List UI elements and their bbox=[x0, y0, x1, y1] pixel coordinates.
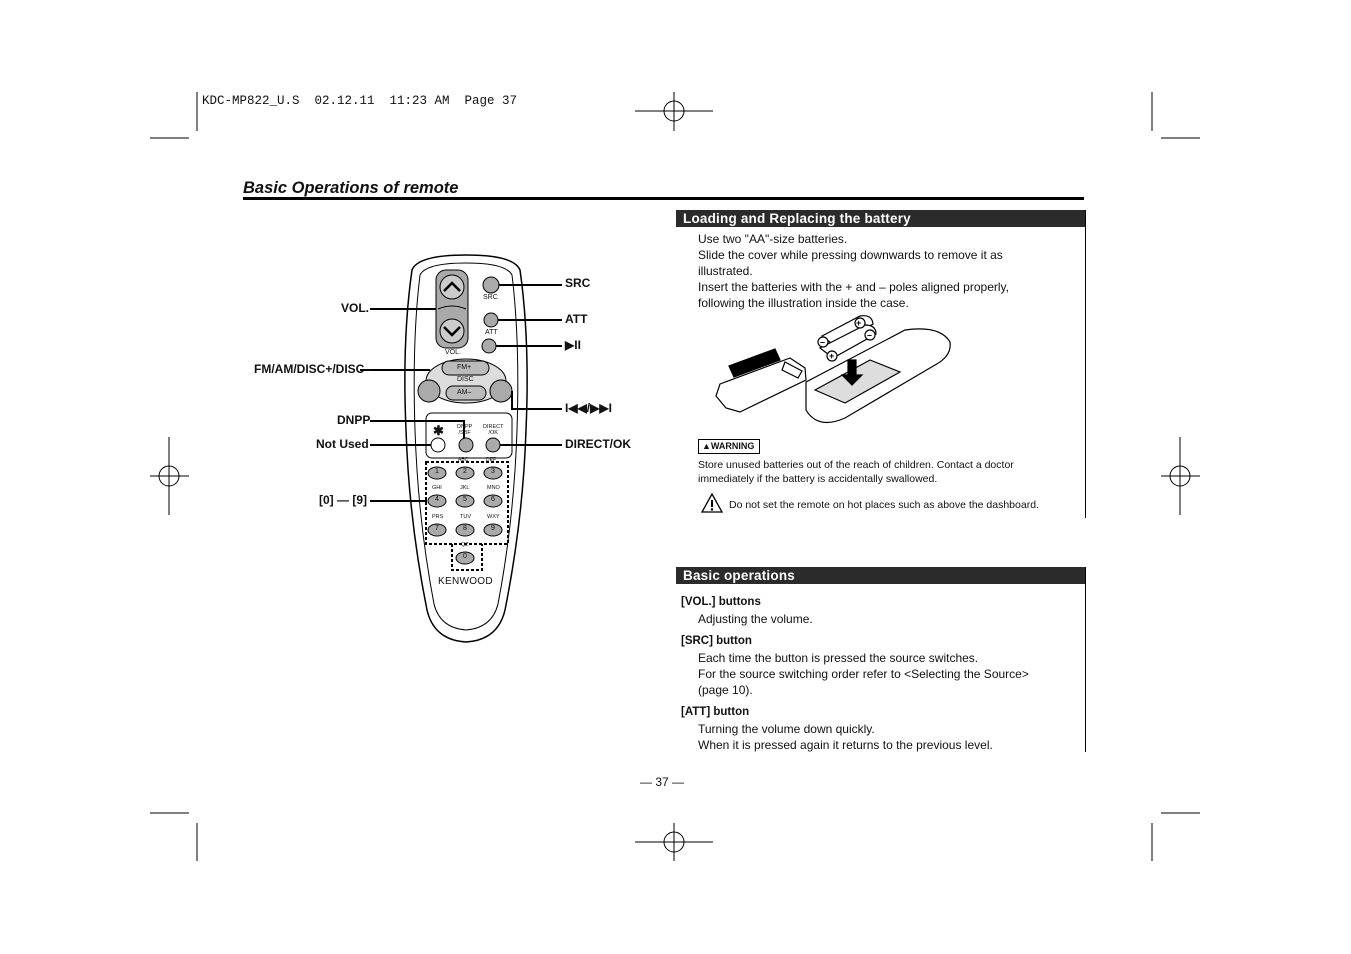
remote-dnpp-label: DNPP /SBF bbox=[457, 424, 473, 436]
remote-key-5: 5 bbox=[463, 496, 467, 503]
callout-direct-ok: DIRECT/OK bbox=[565, 437, 631, 451]
remote-brand-logo: KENWOOD bbox=[438, 576, 493, 587]
battery-line-1: Use two "AA"-size batteries. bbox=[698, 232, 848, 246]
remote-key-letters-prs: PRS bbox=[432, 514, 444, 520]
callout-att: ATT bbox=[565, 312, 588, 326]
callout-dnpp: DNPP bbox=[337, 413, 371, 427]
remote-key-letters-wxy: WXY bbox=[487, 514, 500, 520]
basic-section-rule bbox=[1085, 567, 1086, 752]
remote-key-letters-ghi: GHI bbox=[432, 485, 442, 491]
remote-key-letters-tuv: TUV bbox=[460, 514, 471, 520]
battery-line-4: Insert the batteries with the + and – poles aligned properly, bbox=[698, 280, 1009, 294]
remote-fm-label: FM+ bbox=[457, 364, 472, 371]
att-button-desc: Turning the volume down quickly. When it is pressed again it returns to the previous level. bbox=[698, 722, 993, 752]
remote-key-9: 9 bbox=[491, 525, 495, 532]
caution-text: Do not set the remote on hot places such as above the dashboard. bbox=[729, 499, 1039, 511]
callout-src: SRC bbox=[565, 276, 591, 290]
battery-section-rule bbox=[1085, 210, 1086, 518]
page-number: — 37 — bbox=[640, 775, 685, 789]
remote-key-2: 2 bbox=[463, 468, 467, 475]
battery-minus-sign-1: – bbox=[820, 337, 826, 347]
remote-vol-label: VOL. bbox=[445, 349, 461, 356]
print-slug: KDC-MP822_U.S 02.12.11 11:23 AM Page 37 bbox=[202, 94, 518, 108]
remote-key-letters-mno: MNO bbox=[487, 485, 500, 491]
att-button-heading: [ATT] button bbox=[681, 706, 750, 718]
remote-key-letters-def: DEF bbox=[486, 457, 496, 463]
remote-key-letters-abc: ABC bbox=[458, 457, 469, 463]
callout-play-pause: ▶II bbox=[565, 338, 581, 352]
basic-section-heading: Basic operations bbox=[676, 567, 1085, 584]
battery-plus-sign-2: + bbox=[829, 351, 835, 361]
page-title: Basic Operations of remote bbox=[243, 179, 459, 197]
warning-triangle-icon: ▲ bbox=[702, 441, 711, 451]
warning-badge: ▲WARNING bbox=[698, 439, 760, 454]
src-button-desc: Each time the button is pressed the source switches. For the source switching order refer to <Selecting the Source> (page 10). bbox=[698, 651, 1029, 697]
battery-illustration bbox=[710, 312, 960, 434]
vol-buttons-desc: Adjusting the volume. bbox=[698, 612, 813, 626]
battery-plus-sign-1: + bbox=[856, 318, 862, 328]
src-button-heading: [SRC] button bbox=[681, 635, 752, 647]
remote-key-letters-jkl: JKL bbox=[460, 485, 470, 491]
remote-key-8: 8 bbox=[463, 525, 467, 532]
remote-key-letters-qz: QZ bbox=[461, 542, 469, 548]
vol-buttons-heading: [VOL.] buttons bbox=[681, 596, 761, 608]
callout-vol: VOL. bbox=[341, 301, 370, 315]
remote-att-label: ATT bbox=[485, 329, 498, 336]
callout-number-keys: [0] — [9] bbox=[319, 493, 367, 507]
remote-key-0: 0 bbox=[463, 553, 467, 560]
battery-instructions bbox=[698, 231, 1009, 311]
remote-star-label: ✱ bbox=[433, 423, 444, 438]
callout-fm-am-disc: FM/AM/DISC+/DISC– bbox=[254, 362, 372, 376]
battery-line-5: following the illustration inside the case. bbox=[698, 296, 909, 310]
callout-track-skip: I◀◀/▶▶I bbox=[565, 401, 612, 415]
remote-key-4: 4 bbox=[435, 496, 439, 503]
remote-am-label: AM– bbox=[457, 389, 472, 396]
warning-text: Store unused batteries out of the reach of children. Contact a doctor immediately if the battery is accidentally swallowed. bbox=[698, 459, 1014, 485]
battery-section-heading: Loading and Replacing the battery bbox=[676, 210, 1085, 227]
battery-line-2: Slide the cover while pressing downwards to remove it as bbox=[698, 248, 1003, 262]
battery-minus-sign-2: – bbox=[867, 330, 873, 340]
remote-key-7: 7 bbox=[435, 525, 439, 532]
battery-line-3: illustrated. bbox=[698, 264, 753, 278]
remote-src-label: SRC bbox=[483, 294, 498, 301]
remote-key-6: 6 bbox=[491, 496, 495, 503]
caution-icon bbox=[700, 492, 724, 514]
title-rule bbox=[243, 197, 1084, 200]
remote-disc-label: DISC bbox=[457, 376, 474, 383]
remote-key-3: 3 bbox=[491, 468, 495, 475]
remote-key-1: 1 bbox=[435, 468, 439, 475]
remote-direct-label: DIRECT /OK bbox=[483, 424, 504, 436]
callout-not-used: Not Used bbox=[316, 437, 369, 451]
